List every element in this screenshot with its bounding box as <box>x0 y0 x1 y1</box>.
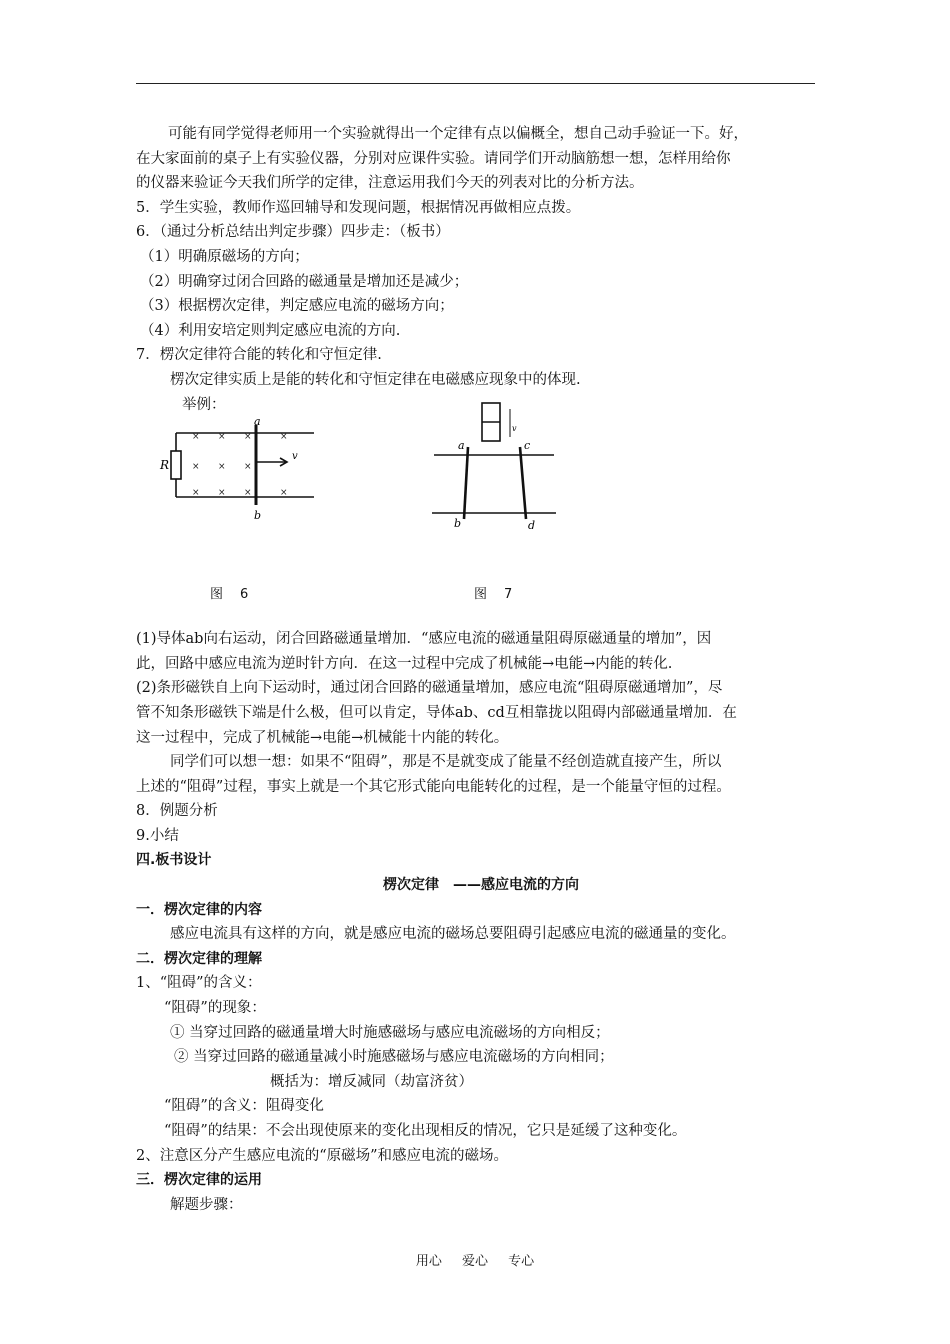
conductor-ab <box>464 447 468 519</box>
text-line: ① 当穿过回路的磁通量增大时施感磁场与感应电流磁场的方向相反； <box>170 1024 610 1041</box>
text-line: （4）利用安培定则判定感应电流的方向. <box>140 322 401 339</box>
text-line: 上述的“阻碍”过程，事实上就是一个其它形式能向电能转化的过程，是一个能量守恒的过程。 <box>136 778 731 795</box>
text-line: “阻碍”的结果：不会出现使原来的变化出现相反的情况，它只是延缓了这种变化。 <box>164 1123 687 1139</box>
field-cross: × <box>244 462 252 473</box>
label-c: c <box>524 439 531 453</box>
label-b: b <box>454 517 462 531</box>
label-a: a <box>458 439 465 453</box>
text-line: 三．楞次定律的运用 <box>136 1172 262 1189</box>
field-cross: × <box>218 432 226 443</box>
text-line: 6．（通过分析总结出判定步骤）四步走：（板书） <box>136 224 450 241</box>
figure-6-diagram <box>156 419 326 529</box>
figure-7-caption: 图 7 <box>474 587 515 603</box>
text-line: 二．楞次定律的理解 <box>136 950 262 967</box>
conductor-cd <box>520 447 526 519</box>
text-block-top <box>136 122 826 417</box>
figure-6-caption: 图 6 <box>210 587 251 603</box>
text-line: 感应电流具有这样的方向，就是感应电流的磁场总要阻碍引起感应电流的磁通量的变化。 <box>170 926 736 943</box>
text-line: 2、注意区分产生感应电流的“原磁场”和感应电流的磁场。 <box>136 1147 509 1164</box>
text-line: ② 当穿过回路的磁通量减小时施感磁场与感应电流磁场的方向相同； <box>174 1049 614 1066</box>
field-cross: × <box>244 432 252 443</box>
text-line: 此，回路中感应电流为逆时针方向．在这一过程中完成了机械能→电能→内能的转化. <box>136 655 673 672</box>
text-line: 1、“阻碍”的含义： <box>136 975 262 992</box>
text-line: “阻碍”的现象： <box>164 1000 266 1017</box>
text-line: 这一过程中，完成了机械能→电能→机械能十内能的转化。 <box>136 729 509 746</box>
page-footer <box>0 1250 950 1269</box>
field-cross: × <box>192 488 200 499</box>
field-cross: × <box>192 432 200 443</box>
text-line: “阻碍”的含义：阻碍变化 <box>164 1098 324 1115</box>
header-rule <box>136 83 815 84</box>
text-line: 概括为：增反减同（劫富济贫） <box>270 1073 473 1090</box>
footer-text: 用心 <box>415 1254 442 1269</box>
text-line: 7．楞次定律符合能的转化和守恒定律. <box>136 347 382 364</box>
figure-7-diagram <box>430 397 560 557</box>
field-cross: × <box>192 462 200 473</box>
text-line: 在大家面前的桌子上有实验仪器，分别对应课件实验。请同学们开动脑筋想一想，怎样用给你 <box>136 150 731 167</box>
text-line: （1）明确原磁场的方向； <box>140 248 309 265</box>
resistor-icon <box>171 451 181 479</box>
field-cross: × <box>280 432 288 443</box>
footer-text: 专心 <box>508 1254 535 1269</box>
text-line: 可能有同学觉得老师用一个实验就得出一个定律有点以偏概全，想自己动手验证一下。好， <box>168 126 748 142</box>
label-b: b <box>254 509 262 523</box>
label-d: d <box>528 519 536 533</box>
text-line: 管不知条形磁铁下端是什么极，但可以肯定，导体ab、cd互相靠拢以阻碍内部磁通量增加．在 <box>136 704 737 721</box>
text-line: 同学们可以想一想：如果不“阻碍”，那是不是就变成了能量不经创造就直接产生，所以 <box>170 754 722 771</box>
text-block-bottom <box>136 627 826 1217</box>
text-line: 9.小结 <box>136 827 179 844</box>
text-line: 5．学生实验，教师作巡回辅导和发现问题，根据情况再做相应点拨。 <box>136 199 581 216</box>
text-line: 一．楞次定律的内容 <box>136 901 262 918</box>
text-line: 四.板书设计 <box>136 852 212 869</box>
footer-text: 爱心 <box>461 1254 488 1269</box>
text-line: 楞次定律实质上是能的转化和守恒定律在电磁感应现象中的体现. <box>170 371 581 388</box>
label-R: R <box>160 458 170 473</box>
label-v: v <box>292 451 298 463</box>
text-line: （2）明确穿过闭合回路的磁通量是增加还是减少； <box>140 273 469 290</box>
text-line: 8．例题分析 <box>136 803 218 820</box>
field-cross: × <box>218 488 226 499</box>
text-line: (1)导体ab向右运动，闭合回路磁通量增加．“感应电流的磁通量阻碍原磁通量的增加”，因 <box>136 631 712 648</box>
field-cross: × <box>218 462 226 473</box>
text-line: （3）根据楞次定律，判定感应电流的磁场方向； <box>140 298 454 315</box>
field-cross: × <box>280 488 288 499</box>
text-line: 楞次定律 ——感应电流的方向 <box>383 877 579 894</box>
page-content <box>136 122 826 1217</box>
label-v: v <box>512 424 517 434</box>
text-line: (2)条形磁铁自上向下运动时，通过闭合回路的磁通量增加，感应电流“阻碍原磁通增加”，尽 <box>136 680 723 697</box>
figures <box>136 417 826 627</box>
label-a: a <box>254 419 261 429</box>
text-line: 的仪器来验证今天我们所学的定律，注意运用我们今天的列表对比的分析方法。 <box>136 175 644 192</box>
text-line: 解题步骤： <box>170 1196 243 1213</box>
field-cross: × <box>244 488 252 499</box>
text-line: 举例： <box>182 396 226 413</box>
